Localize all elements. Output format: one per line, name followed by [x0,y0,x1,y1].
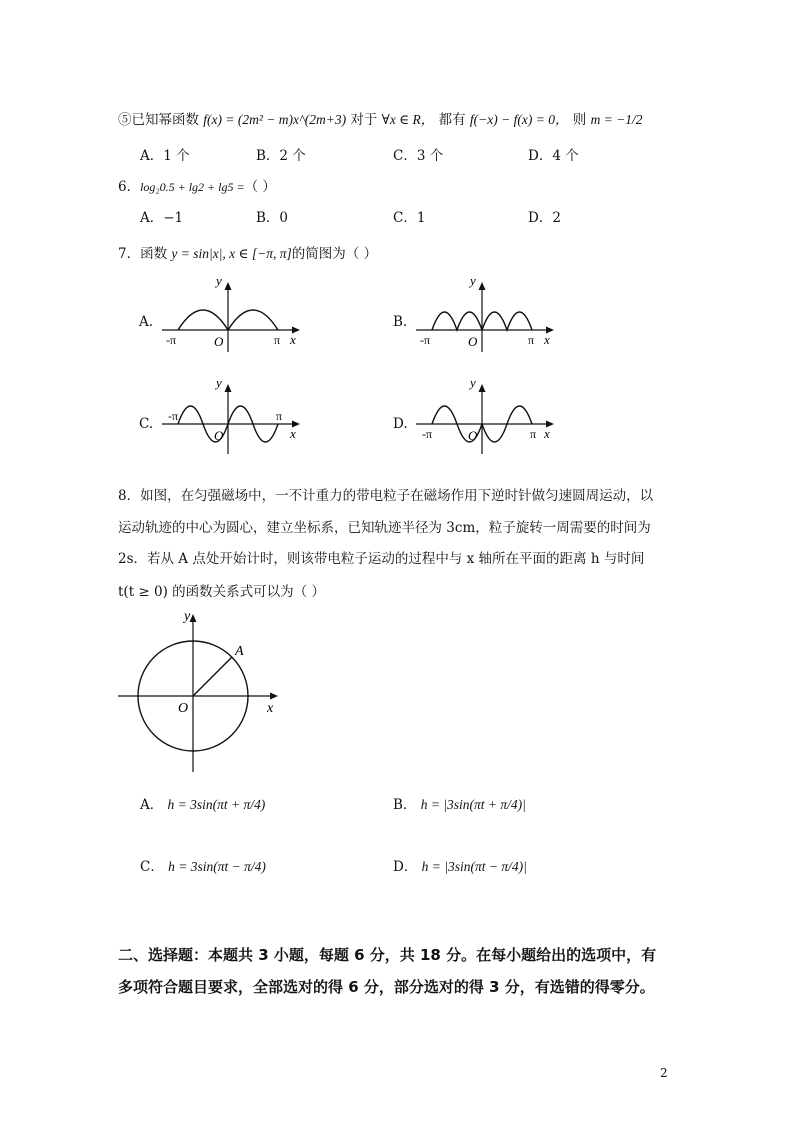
neg-pi-label: -π [168,409,179,423]
q8-option-b-expr: h = |3sin(πt + π/4)| [420,797,526,812]
axis-x-label: x [290,332,296,347]
q5-option-b[interactable]: B．2 个 [256,148,306,164]
q8-option-d[interactable] [393,855,527,875]
q8-option-c[interactable] [140,855,266,875]
q8-text-1: 如图，在匀强磁场中，一不计重力的带电粒子在磁场作用下逆时针做匀速圆周运动，以 [140,488,654,504]
q8-line-2: 运动轨迹的中心为圆心，建立坐标系，已知轨迹半径为 3cm，粒子旋转一周需要的时间为 [118,520,651,536]
origin-label: O [214,428,224,443]
q8-option-d-expr: h = |3sin(πt − π/4)| [421,859,527,874]
axis-y-label: y [470,274,476,288]
q7-graph-b[interactable] [414,274,564,354]
neg-pi-label: -π [166,333,177,347]
q5-formula: f(x) = (2m² − m)x^(2m+3) [203,112,347,127]
axis-y-label: y [184,609,191,624]
q7-statement [118,242,377,262]
pi-label: π [274,333,281,347]
q8-number: 8． [118,488,141,504]
q7-label-b[interactable]: B. [393,314,408,330]
q7-text-b: 的简图为（ ） [291,246,378,262]
q5-number: ⑤ [118,112,132,128]
q7-label-c[interactable]: C. [139,416,154,432]
q7-label-a[interactable]: A. [139,314,154,330]
q8-line-3: 2s．若从 A 点处开始计时，则该带电粒子运动的过程中与 x 轴所在平面的距离 h 与时间 [118,551,645,567]
q5-option-c[interactable]: C．3 个 [393,148,444,164]
point-a-label: A [235,644,244,659]
neg-pi-label: -π [420,333,431,347]
page-number: 2 [660,1066,668,1080]
q7-text-a: 函数 [140,246,168,262]
q7-graph-c[interactable] [160,376,310,456]
axis-x-label: x [544,426,550,441]
q5-text-b: 对于 [350,112,378,128]
q8-line-1 [118,484,653,504]
neg-pi-label: -π [422,427,433,441]
origin-label: O [178,701,189,716]
axis-y-label: y [216,376,222,390]
axis-x-label: x [267,701,274,716]
y-arrow-icon [479,282,486,290]
q8-line-4: t(t ≥ 0) 的函数关系式可以为（ ） [118,584,325,600]
radius-oa [193,657,232,696]
pi-label: π [530,427,537,441]
q5-statement [118,108,643,128]
q8-option-a[interactable] [140,793,265,813]
axis-x-label: x [544,332,550,347]
q7-number: 7． [118,246,141,262]
q7-expression: y = sin|x|, x ∈ [−π, π] [171,246,292,261]
q7-graph-a[interactable] [160,274,310,354]
q6-option-d[interactable]: D．2 [528,210,561,226]
origin-label: O [468,334,478,349]
q5-text-d: 则 [572,112,587,128]
q6-paren: （ ） [244,179,276,195]
axis-y-label: y [470,376,476,390]
q7-graph-d[interactable] [414,376,564,456]
pi-label: π [276,409,283,423]
y-arrow-icon [225,282,232,290]
q8-option-c-expr: h = 3sin(πt − π/4) [168,859,266,874]
q8-option-a-label: A． [140,797,164,813]
q8-option-b-label: B． [393,797,417,813]
q8-option-d-label: D． [393,859,418,875]
q7-label-d[interactable]: D. [393,416,408,432]
q6-option-b[interactable]: B．0 [256,210,289,226]
q5-option-a[interactable]: A．1 个 [140,148,190,164]
origin-label: O [468,428,478,443]
q8-option-c-label: C． [140,859,164,875]
q6-expression: log₂0.5 + lg2 + lg5 = [140,180,245,194]
q5-text-a: 已知幂函数 [131,112,199,128]
q8-option-a-expr: h = 3sin(πt + π/4) [167,797,266,812]
pi-label: π [528,333,535,347]
x-arrow-icon [270,693,278,700]
q5-text-c: 都有 [438,112,466,128]
q6-statement [118,175,276,195]
q5-condition: f(−x) − f(x) = 0， [469,112,569,127]
q5-result: m = −1/2 [590,112,643,127]
q8-circle-figure [114,604,294,776]
q8-option-b[interactable] [393,793,526,813]
y-arrow-icon [190,614,197,622]
q6-option-c[interactable]: C．1 [393,210,426,226]
q5-forall: ∀x ∈ R， [381,112,435,127]
q6-option-a[interactable]: A．−1 [140,210,184,226]
origin-label: O [214,334,224,349]
y-arrow-icon [479,384,486,392]
section-2-line-1: 二、选择题：本题共 3 小题，每题 6 分，共 18 分。在每小题给出的选项中，有 [118,946,657,964]
q5-option-d[interactable]: D．4 个 [528,148,579,164]
q6-number: 6． [118,179,141,195]
axis-y-label: y [216,274,222,288]
section-2-line-2: 多项符合题目要求，全部选对的得 6 分，部分选对的得 3 分，有选错的得零分。 [118,978,655,996]
axis-x-label: x [290,426,296,441]
y-arrow-icon [225,384,232,392]
